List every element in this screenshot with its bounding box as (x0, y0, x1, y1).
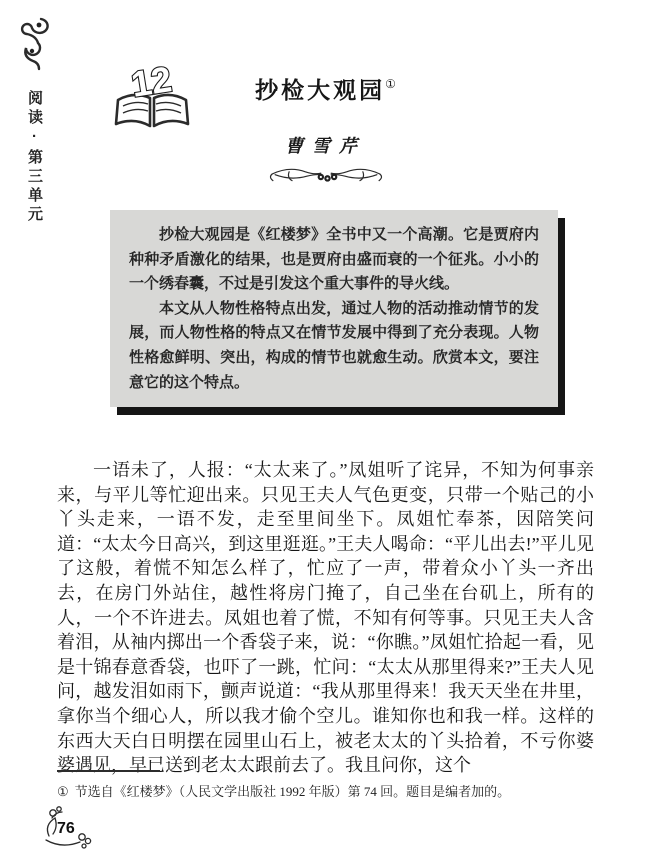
intro-box (110, 210, 558, 407)
body-paragraph: 一语未了，人报：“太太来了。”凤姐听了诧异，不知为何事亲来，与平儿等忙迎出来。只见王夫人气色更变，只带一个贴己的小丫头走来，一语不发，走至里间坐下。凤姐忙奉茶，因陪笑问道：“太太今日高兴，到这里逛逛。”王夫人喝命：“平儿出去!”平儿见了这般，着慌不知怎么样了，忙应了一声，带着众小丫头一齐出去，在房门外站住，越性将房门掩了，自己坐在台矶上，所有的人，一个不许进去。凤姐也着了慌，不知有何等事。只见王夫人含着泪，从袖内掷出一个香袋子来，说：“你瞧。”凤姐忙拾起一看，见是十锦春意香袋，也吓了一跳，忙问：“太太从那里得来?”王夫人见问，越发泪如雨下，颤声说道：“我从那里得来！我天天坐在井里，拿你当个细心人，所以我才偷个空儿。谁知你也和我一样。这样的东西大天白日明摆在园里山石上，被老太太的丫头拾着，不亏你婆婆遇见，早已送到老太太跟前去了。我且问你，这个 (57, 460, 594, 776)
unit-label: 阅读·第三单元 (26, 90, 43, 225)
intro-paragraph: 本文从人物性格特点出发，通过人物的活动推动情节的发展，而人物性格的特点又在情节发展中得到了充分表现。人物性格愈鲜明、突出，构成的情节也就愈生动。欣赏本文，要注意它的这个特点。 (129, 300, 539, 391)
footnote-reference: ① (385, 77, 396, 91)
footnote-text: 节选自《红楼梦》（人民文学出版社 1992 年版）第 74 回。题目是编者加的。 (74, 784, 511, 799)
page-title: 抄检大观园 (255, 78, 386, 103)
footnote (57, 781, 589, 800)
body-text (57, 458, 594, 778)
page-number: 76 (57, 820, 75, 837)
footnote-divider (57, 770, 160, 772)
flourish-ornament-icon (15, 14, 53, 74)
ribbon-swash-icon (267, 159, 385, 189)
page-number-ornament (38, 804, 104, 852)
author-name: 曹雪芹 (285, 136, 366, 156)
intro-paragraph: 抄检大观园是《红楼梦》全书中又一个高潮。它是贾府内种种矛盾激化的结果，也是贾府由盛而衰的一个征兆。小小的一个绣春囊，不过是引发这个重大事件的导火线。 (129, 227, 539, 293)
footnote-marker: ① (57, 784, 69, 799)
author-block (57, 132, 594, 189)
lesson-number: 12 (128, 58, 175, 105)
title-row (57, 72, 594, 105)
